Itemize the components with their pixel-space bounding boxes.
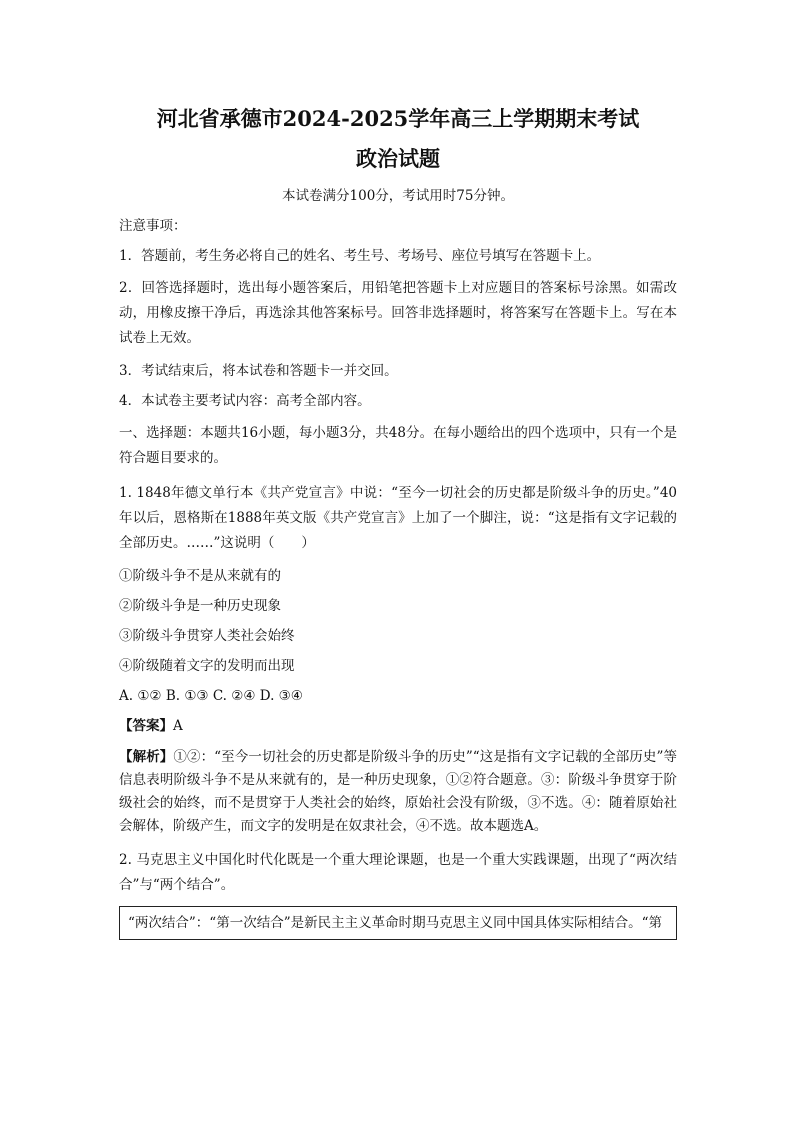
question-1-option-1: ①阶级斗争不是从来就有的: [119, 568, 281, 584]
question-1-answer: [119, 716, 677, 736]
notice-item-1: 1．答题前，考生务必将自己的姓名、考生号、考场号、座位号填写在答题卡上。: [119, 248, 601, 264]
question-2-material-box: “两次结合”：“第一次结合”是新民主主义革命时期马克思主义同中国具体实际相结合。“第: [119, 906, 677, 940]
analysis-text: ①②：“至今一切社会的历史都是阶级斗争的历史”“这是指有文字记载的全部历史”等信息表明阶级斗争不是从来就有的，是一种历史现象，①②符合题意。③：阶级斗争贯穿于阶级社会的始终，而不是贯穿于人类社会的始终，原始社会没有阶级，③不选。④：随着原始社会解体，阶级产生，而文字的发明是在奴隶社会，④不选。故本题选A。: [119, 749, 678, 834]
answer-value: A: [173, 718, 183, 734]
notice-item-2: 2．回答选择题时，选出每小题答案后，用铅笔把答题卡上对应题目的答案标号涂黑。如需改动，用橡皮擦干净后，再选涂其他答案标号。回答非选择题时，将答案写在答题卡上。写在本试卷上无效。: [119, 280, 677, 346]
question-1-option-2: ②阶级斗争是一种历史现象: [119, 598, 281, 614]
document-content: [119, 104, 677, 940]
answer-tag: 【答案】: [119, 718, 173, 734]
question-1-analysis: [119, 746, 677, 838]
document-subject-title: 政治试题: [356, 146, 440, 171]
analysis-tag: 【解析】: [119, 749, 174, 765]
question-1-choices: A. ①② B. ①③ C. ②④ D. ③④: [119, 688, 303, 704]
notice-item-3: 3．考试结束后，将本试卷和答题卡一并交回。: [119, 363, 398, 379]
question-1-option-3: ③阶级斗争贯穿人类社会始终: [119, 628, 295, 644]
document-title: 河北省承德市2024-2025学年高三上学期期末考试: [156, 106, 640, 131]
exam-info: 本试卷满分100分，考试用时75分钟。: [282, 188, 514, 204]
notice-item-4: 4．本试卷主要考试内容：高考全部内容。: [119, 393, 371, 409]
section-heading: 一、选择题：本题共16小题，每小题3分，共48分。在每小题给出的四个选项中，只有一个是符合题目要求的。: [119, 425, 677, 466]
notice-heading: 注意事项：: [119, 218, 187, 234]
question-2-stem: 2. 马克思主义中国化时代化既是一个重大理论课题，也是一个重大实践课题，出现了“两次结合”与“两个结合”。: [119, 852, 677, 893]
question-1-option-4: ④阶级随着文字的发明而出现: [119, 658, 295, 674]
question-1-stem: 1. 1848年德文单行本《共产党宣言》中说：“至今一切社会的历史都是阶级斗争的历史。”40年以后，恩格斯在1888年英文版《共产党宣言》上加了一个脚注，说：“这是指有文字记载的全部历史。……”这说明（ ）: [119, 485, 677, 551]
